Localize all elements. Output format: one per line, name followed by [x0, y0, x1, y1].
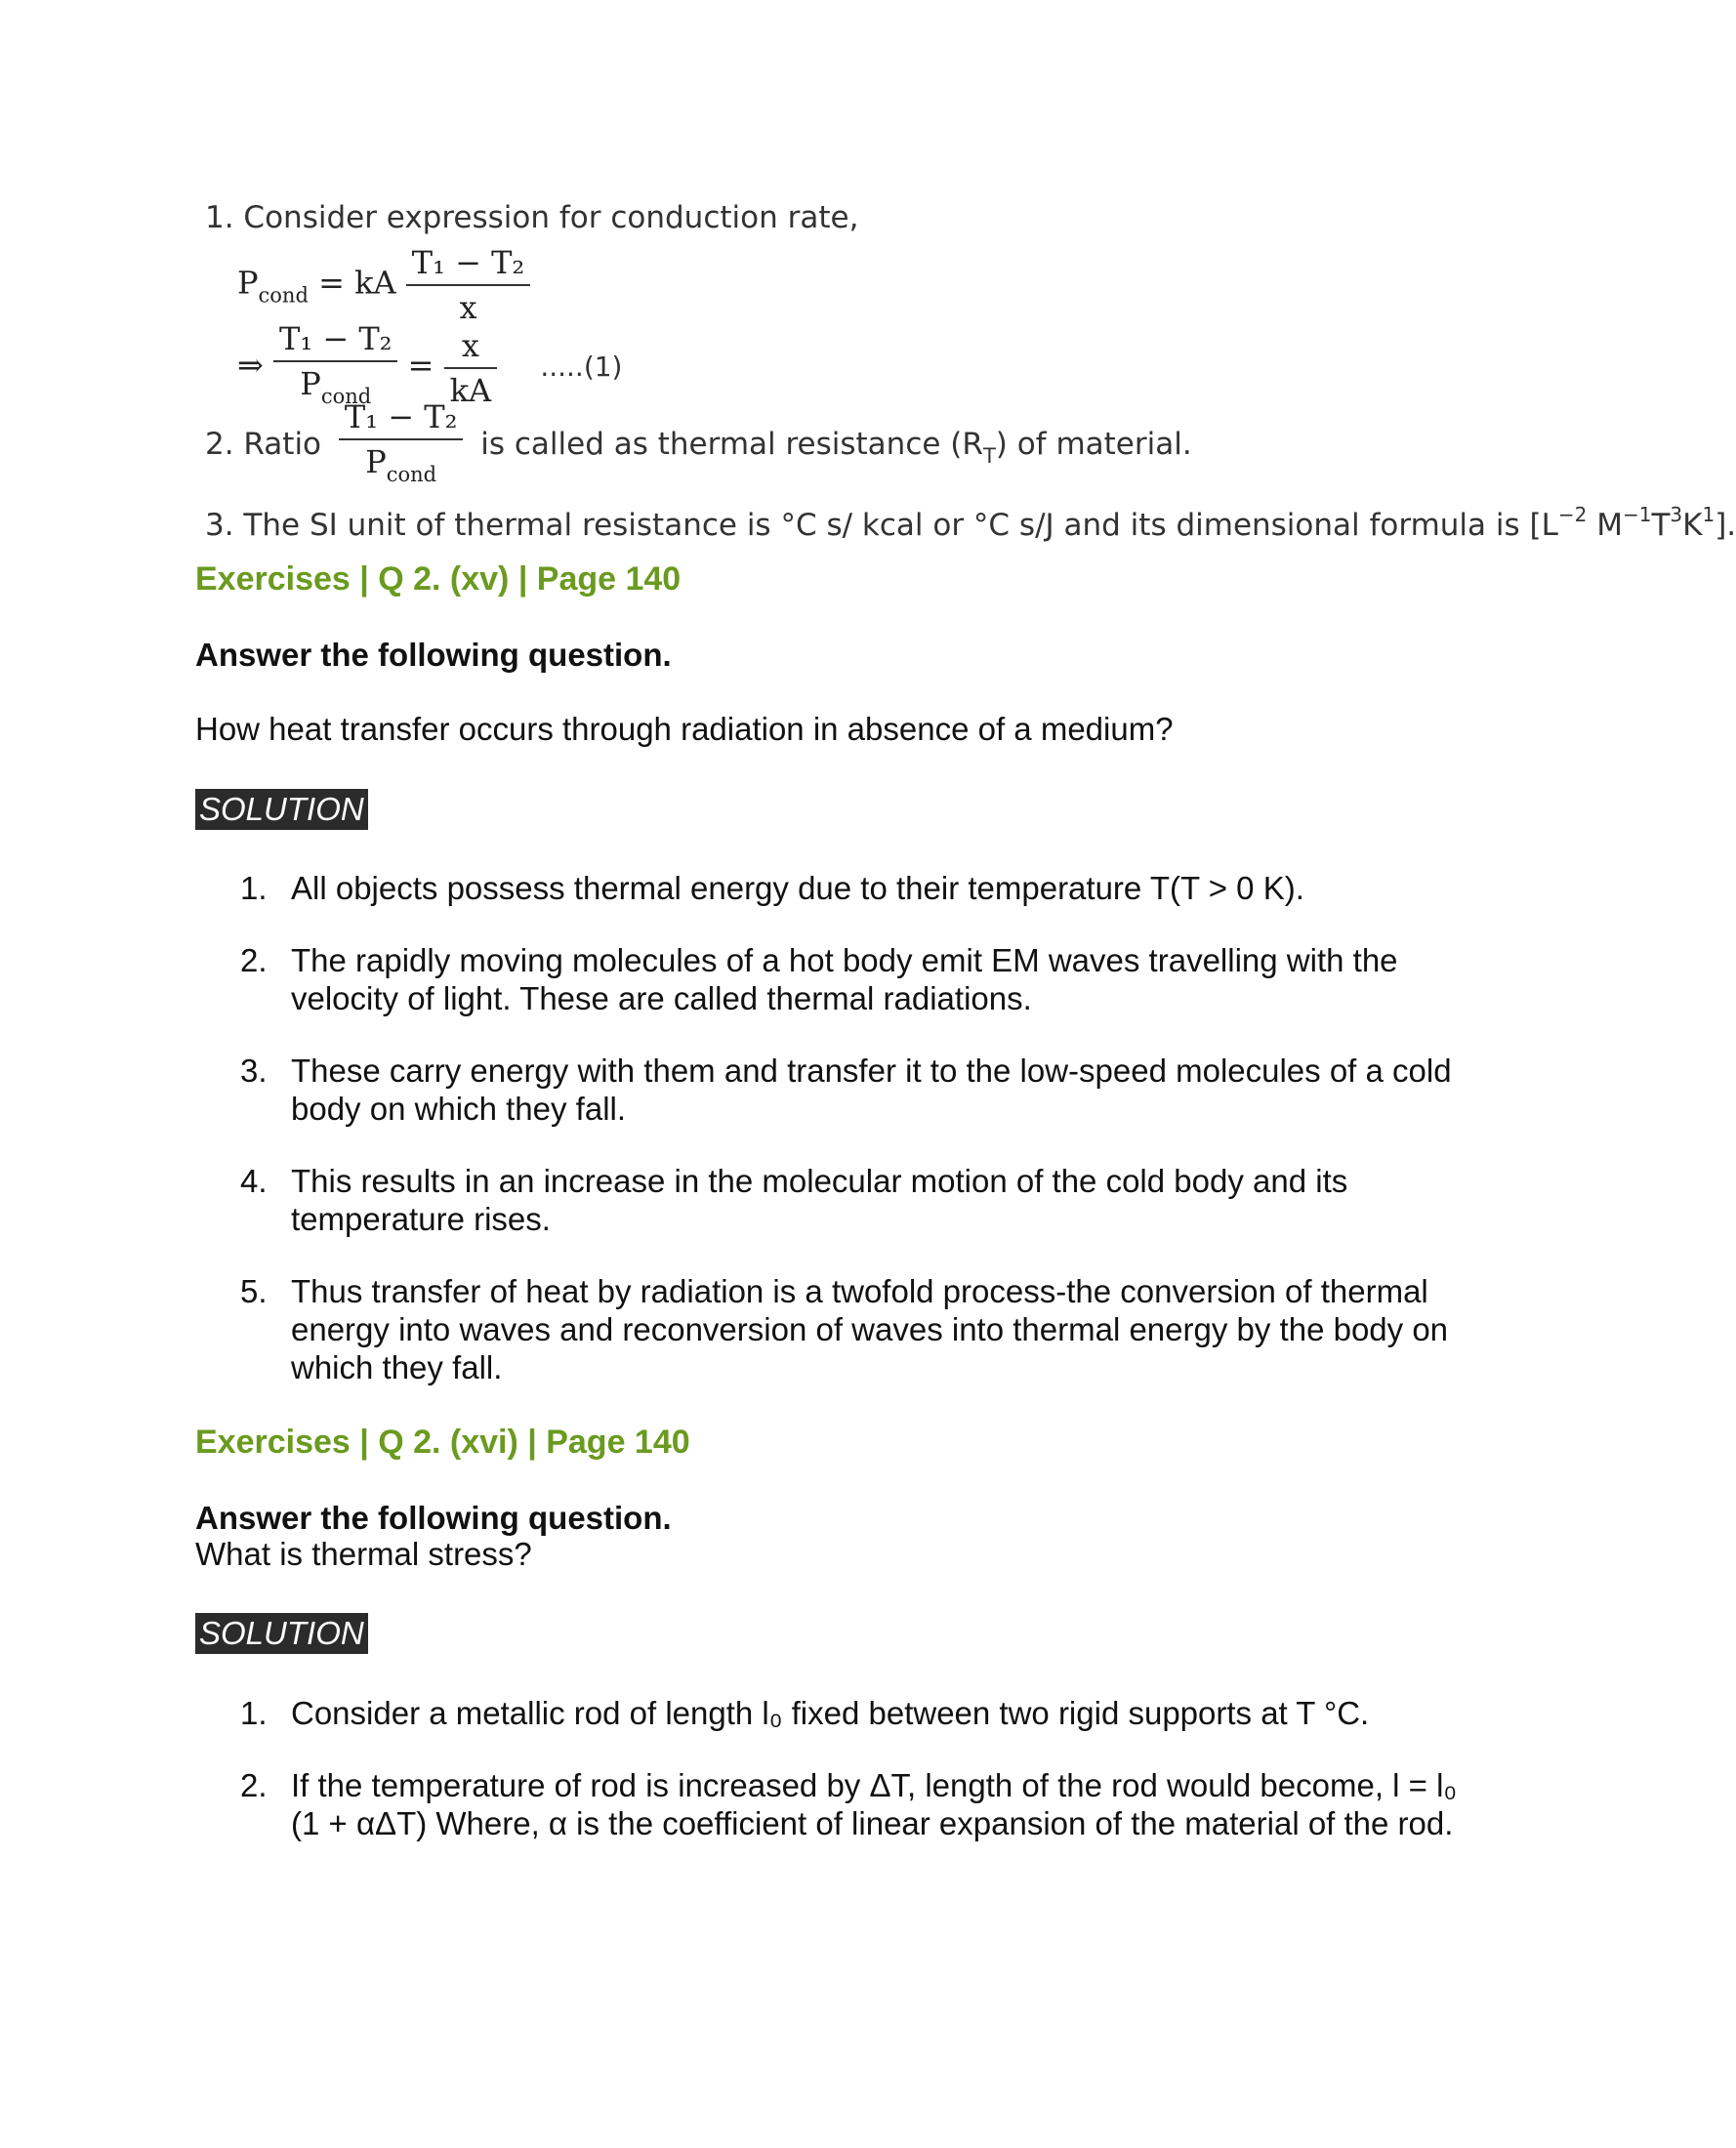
implies-arrow: ⇒	[237, 347, 264, 384]
solution-list-xv	[240, 869, 1470, 1386]
eq1-lhs-sub: cond	[258, 283, 309, 308]
solution-label-xvi: SOLUTION	[195, 1613, 368, 1654]
eq1-lhs: P	[237, 264, 259, 302]
eq2-equals: =	[407, 347, 434, 384]
eq2-denominator: $P_{cond}$	[300, 365, 372, 408]
list-item: 2. If the temperature of rod is increased by ΔT, length of the rod would become, l = l₀ (1 + αΔT) Where, α is the coefficient of linear expansion of the material of the rod.	[240, 1767, 1458, 1841]
list-item: 5. Thus transfer of heat by radiation is a twofold process-the conversion of thermal energy into waves and reconversion of waves into thermal energy by the body on which they fall.	[240, 1273, 1449, 1385]
item2-suffix-sub: T	[982, 444, 996, 468]
item2-denominator: $P_{cond}$	[365, 443, 437, 486]
item2-numerator: T₁ − T₂	[339, 395, 464, 440]
item2-suffix-a: is called as thermal resistance (R	[480, 427, 983, 462]
eq1-denominator: x	[459, 289, 477, 326]
item2-suffix-b: ) of material.	[995, 427, 1192, 462]
eq1-equals: = kA	[318, 264, 396, 302]
eq2-rhs-denominator: kA	[449, 371, 492, 409]
list-item: 1. Consider a metallic rod of length l₀ fixed between two rigid supports at T °C.	[240, 1695, 1370, 1731]
eq2-rhs-numerator: x	[444, 324, 498, 369]
eq1-numerator: T₁ − T₂	[406, 241, 531, 286]
eq1-fraction	[406, 241, 531, 329]
question-xvi: What is thermal stress?	[195, 1536, 532, 1572]
list-item: 3. These carry energy with them and transfer it to the low-speed molecules of a cold body on which they fall.	[240, 1053, 1452, 1127]
item3-si-unit: 3. The SI unit of thermal resistance is °C s/ kcal or °C s/J and its dimensional formula is [$L^{-2}$ $M^{-1}T^3K^1$].	[205, 503, 1736, 543]
list-item: 1. All objects possess thermal energy due to their temperature T(T > 0 K).	[240, 870, 1304, 906]
exercise-heading-xvi[interactable]: Exercises | Q 2. (xvi) | Page 140	[195, 1424, 690, 1461]
item1-intro: 1. Consider expression for conduction rate,	[205, 200, 859, 235]
instruction-xv: Answer the following question.	[195, 637, 672, 673]
instruction-xvi: Answer the following question.	[195, 1500, 672, 1536]
exercise-heading-xv[interactable]: Exercises | Q 2. (xv) | Page 140	[195, 560, 682, 598]
list-item: 2. The rapidly moving molecules of a hot body emit EM waves travelling with the velocity of light. These are called thermal radiations.	[240, 942, 1398, 1016]
equation-tag: .....(1)	[540, 351, 623, 383]
equation-1	[237, 241, 530, 329]
eq2-numerator: T₁ − T₂	[273, 317, 398, 362]
item2-ratio	[205, 395, 1192, 496]
solution-list-xvi	[240, 1694, 1470, 1842]
list-item: 4. This results in an increase in the molecular motion of the cold body and its temperature rises.	[240, 1163, 1348, 1237]
solution-label-xv: SOLUTION	[195, 789, 368, 830]
item2-prefix: 2. Ratio	[205, 427, 322, 462]
question-xv: How heat transfer occurs through radiation in absence of a medium?	[195, 711, 1174, 747]
item2-fraction	[339, 395, 464, 496]
